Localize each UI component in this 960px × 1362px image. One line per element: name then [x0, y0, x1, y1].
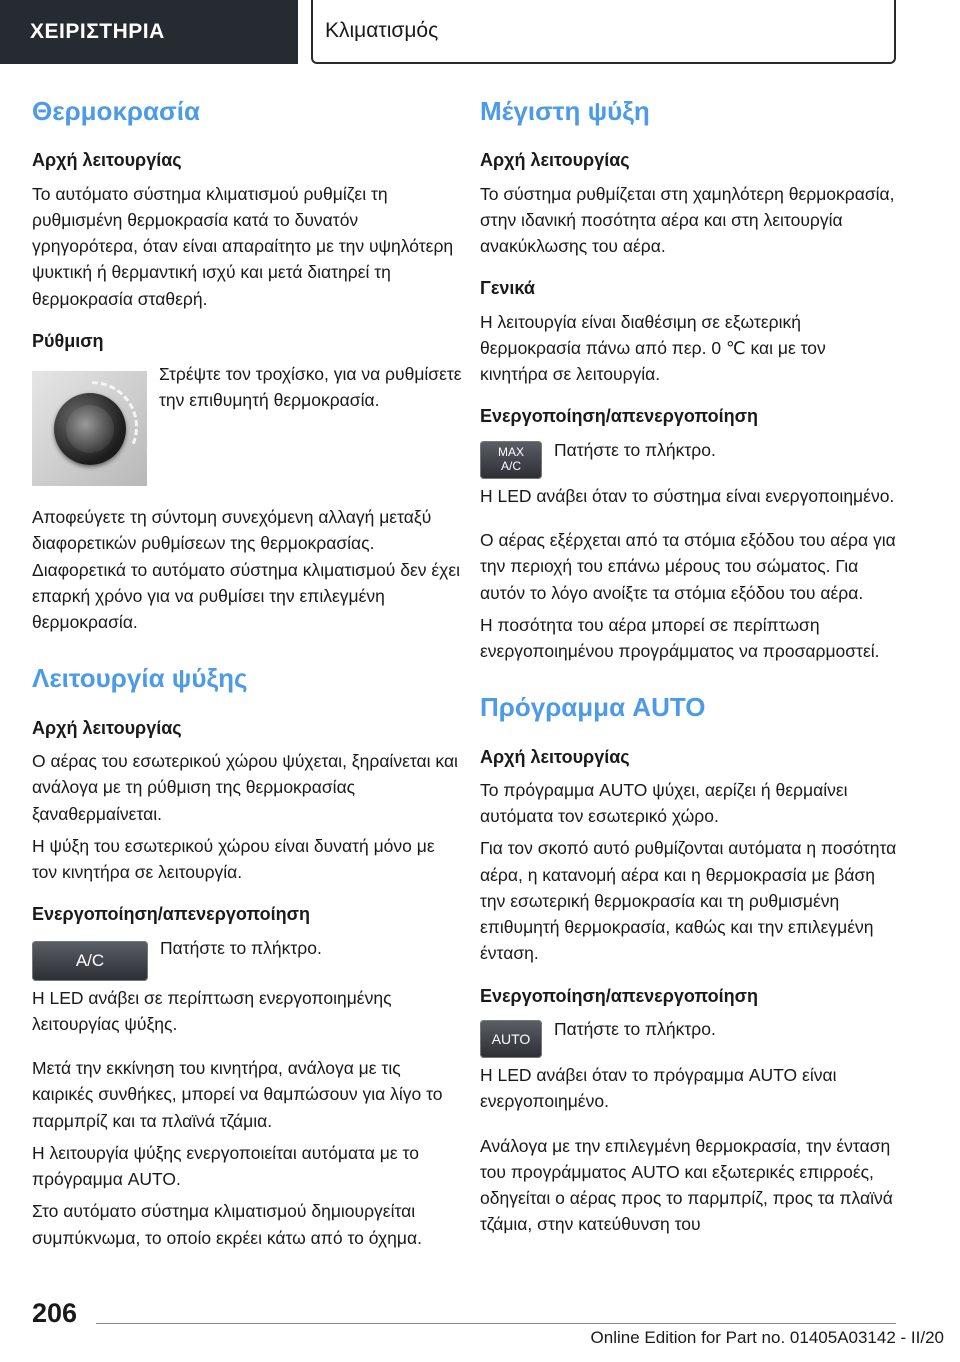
section-title-cooling: Λειτουργία ψύξης	[32, 663, 248, 694]
paragraph: Το πρόγραμμα AUTO ψύχει, αερίζει ή θερμαίνει αυτόματα τον εσωτερικό χώρο.	[480, 779, 848, 827]
paragraph: Στρέψτε τον τροχίσκο, για να ρυθμίσετε την επιθυμητή θερμοκρασία.	[159, 364, 462, 411]
paragraph: Η λειτουργία ψύξης ενεργοποιείται αυτόματα με το πρόγραμμα AUTO.	[32, 1142, 419, 1190]
key-line: MAX	[497, 445, 524, 460]
paragraph: Η λειτουργία είναι διαθέσιμη σε εξωτερική θερμοκρασία πάνω από περ. 0 ℃ και με τον κινητήρα σε λειτουργία.	[480, 311, 826, 385]
paragraph: Ο αέρας εξέρχεται από τα στόμια εξόδου του αέρα για την περιοχή του επάνω μέρους του σώματος. Για αυτόν το λόγο ανοίξτε τα στόμια εξόδου του αέρα.	[480, 530, 896, 603]
paragraph: Πατήστε το πλήκτρο.	[554, 439, 716, 460]
paragraph: Αποφεύγετε τη σύντομη συνεχόμενη αλλαγή μεταξύ διαφορετικών ρυθμίσεων της θερμοκρασίας. Διαφορετικά το αυτόματο σύστημα κλιματισμού δεν έχει επαρκή χρόνο για να ρυθμίσει την επιλεγμένη θερμοκρασία.	[32, 507, 461, 633]
auto-key-icon: AUTO	[480, 1020, 542, 1058]
right-column	[480, 96, 898, 1238]
paragraph: Στο αυτόματο σύστημα κλιματισμού δημιουργείται συμπύκνωμα, το οποίο εκρέει κάτω από το όχημα.	[32, 1201, 422, 1248]
ac-key-icon: A/C	[32, 941, 148, 981]
subheading-principle: Αρχή λειτουργίας	[32, 717, 182, 738]
footer-divider	[96, 1323, 896, 1324]
paragraph: Η ποσότητα του αέρα μπορεί σε περίπτωση ενεργοποιημένου προγράμματος να προσαρμοστεί.	[480, 614, 880, 662]
subheading-principle: Αρχή λειτουργίας	[32, 150, 182, 171]
knob-figure-row	[32, 361, 464, 486]
max-ac-key-row	[480, 437, 898, 479]
subheading-activation: Ενεργοποίηση/απενεργοποίηση	[480, 406, 758, 427]
subheading-general: Γενικά	[480, 278, 535, 299]
paragraph: Πατήστε το πλήκτρο.	[554, 1019, 716, 1040]
section-tab: ΧΕΙΡΙΣΤΗΡΙΑ	[0, 0, 298, 64]
section-title-max-cooling: Μέγιστη ψύξη	[480, 96, 650, 126]
section-title-auto-program: Πρόγραμμα AUTO	[480, 692, 706, 723]
paragraph: Η LED ανάβει σε περίπτωση ενεργοποιημένης λειτουργίας ψύξης.	[32, 987, 392, 1034]
temperature-knob-icon	[32, 371, 147, 486]
key-line: A/C	[500, 458, 521, 473]
paragraph: Ο αέρας του εσωτερικού χώρου ψύχεται, ξηραίνεται και ανάλογα με τη ρύθμιση της θερμοκρασίας ξαναθερμαίνεται.	[32, 751, 458, 824]
max-ac-key-icon	[480, 441, 542, 479]
section-title-temperature: Θερμοκρασία	[32, 96, 200, 126]
paragraph: Πατήστε το πλήκτρο.	[160, 937, 322, 958]
paragraph: Ανάλογα με την επιλεγμένη θερμοκρασία, την ένταση του προγράμματος AUTO και εξωτερικές επιρροές, οδηγείται ο αέρας προς το παρμπρίζ, προς τα πλαϊνά τζάμια, στην κατεύθυνση του	[480, 1135, 893, 1235]
auto-key-row	[480, 1016, 898, 1058]
paragraph: Το αυτόματο σύστημα κλιματισμού ρυθμίζει τη ρυθμισμένη θερμοκρασία κατά το δυνατόν γρηγορότερα, όταν είναι απαραίτητο με την υψηλότερη ψυκτική ή θερμαντική ισχύ και μετά διατηρεί τη θερμοκρασία σταθερή.	[32, 183, 454, 309]
edition-footer: Online Edition for Part no. 01405A03142 - II/20	[590, 1328, 944, 1347]
chapter-title: Κλιματισμός	[311, 0, 896, 64]
subheading-setting: Ρύθμιση	[32, 330, 104, 351]
subheading-activation: Ενεργοποίηση/απενεργοποίηση	[32, 904, 310, 925]
paragraph: Μετά την εκκίνηση του κινητήρα, ανάλογα με τις καιρικές συνθήκες, μπορεί να θαμπώσουν για λίγο το παρμπρίζ και τα πλαϊνά τζάμια.	[32, 1058, 443, 1131]
ac-key-row	[32, 935, 464, 981]
paragraph: Η LED ανάβει όταν το σύστημα είναι ενεργοποιημένο.	[480, 485, 895, 506]
page-number: 206	[32, 1298, 78, 1328]
subheading-principle: Αρχή λειτουργίας	[480, 746, 630, 767]
subheading-principle: Αρχή λειτουργίας	[480, 150, 630, 171]
paragraph: Το σύστημα ρυθμίζεται στη χαμηλότερη θερμοκρασία, στην ιδανική ποσότητα αέρα και στη λειτουργία ανακύκλωσης του αέρα.	[480, 183, 895, 257]
subheading-activation: Ενεργοποίηση/απενεργοποίηση	[480, 985, 758, 1006]
left-column	[32, 96, 464, 1251]
paragraph: Η LED ανάβει όταν το πρόγραμμα AUTO είναι ενεργοποιημένο.	[480, 1065, 837, 1112]
paragraph: Για τον σκοπό αυτό ρυθμίζονται αυτόματα η ποσότητα αέρα, η κατανομή αέρα και η θερμοκρασία με βάση την εσωτερική θερμοκρασία και τη ρυθμισμένη επιθυμητή θερμοκρασία, καθώς και την επιλεγμένη ένταση.	[480, 838, 897, 964]
paragraph: Η ψύξη του εσωτερικού χώρου είναι δυνατή μόνο με τον κινητήρα σε λειτουργία.	[32, 835, 435, 883]
